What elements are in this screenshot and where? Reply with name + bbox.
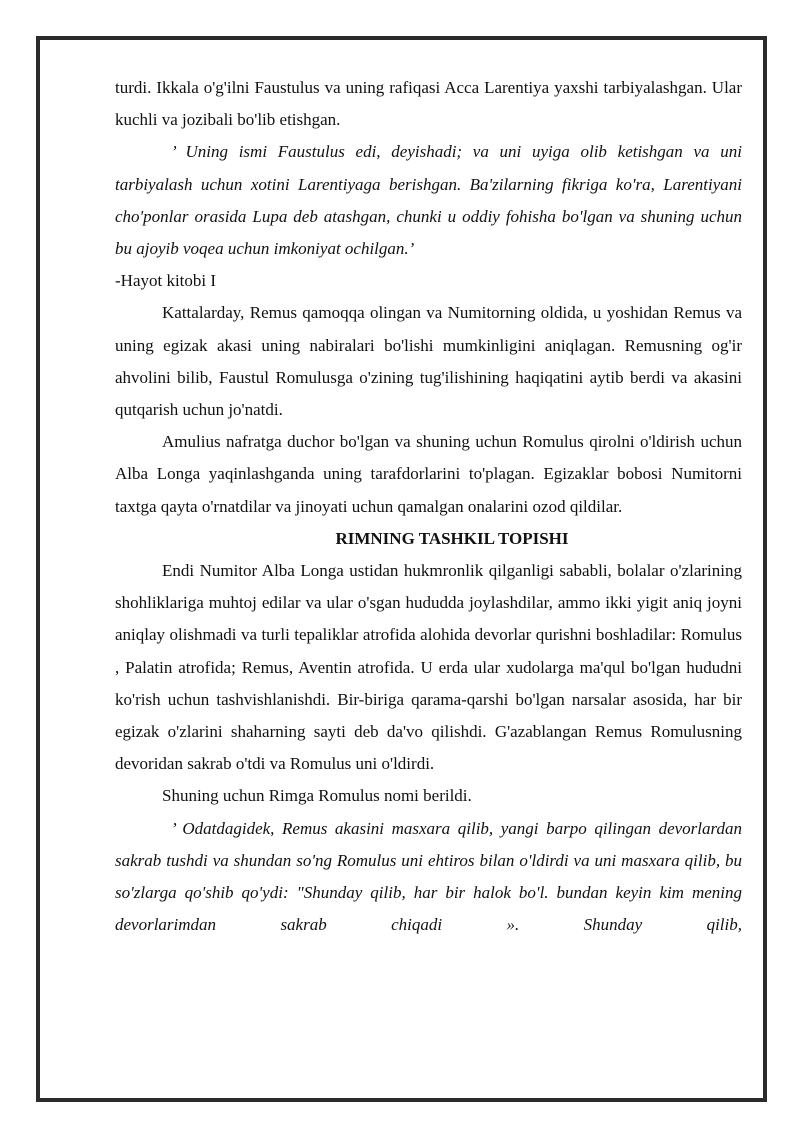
paragraph: Amulius nafratga duchor bo'lgan va shuning uchun Romulus qirolni o'ldirish uchun Alba Longa yaqinlashganda uning tarafdorlarini to'plagan. Egizaklar bobosi Numitorni taxtga qayta o'rnatdilar va jinoyati uchun qamalgan onalarini ozod qildilar. — [115, 432, 742, 516]
paragraph-continuation: turdi. Ikkala o'g'ilni Faustulus va uning rafiqasi Acca Larentiya yaxshi tarbiyalashgan. Ular kuchli va jozibali bo'lib etishgan. — [115, 78, 742, 130]
block-quote: ’ Uning ismi Faustulus edi, deyishadi; va uni uyiga olib ketishgan va uni tarbiyalash uchun xotini Larentiyaga berishgan. Ba'zilarning fikriga ko'ra, Larentiyani cho'ponlar orasida Lupa deb atashgan, chunki u oddiy fohisha bo'lgan va shuning uchun bu ajoyib voqea uchun imkoniyat ochilgan.’ — [115, 142, 742, 259]
quote-source: -Hayot kitobi I — [115, 271, 217, 291]
paragraph: Kattalarday, Remus qamoqqa olingan va Numitorning oldida, u yoshidan Remus va uning egizak akasi uning nabiralari bo'lishi mumkinligini aniqlagan. Remusning og'ir ahvolini bilib, Faustul Romulusga o'zining tug'ilishining haqiqatini aytib berdi va akasini qutqarish uchun jo'natdi. — [115, 303, 742, 420]
paragraph: Endi Numitor Alba Longa ustidan hukmronlik qilganligi sababli, bolalar o'zlarining shohliklariga muhtoj edilar va ular o'sgan hududda joylashdilar, ammo ikki yigit aniq joyni aniqlay olishmadi va turli tepaliklar atrofida alohida devorlar qurishni boshladilar: Romulus , Palatin atrofida; Remus, Aventin atrofida. U erda ular xudolarga ma'qul bo'lgan hududni ko'rish uchun tashvishlanishdi. Bir-biriga qarama-qarshi bo'lgan narsalar asosida, har bir egizak o'zlarini shaharning sayti deb da'vo qilishdi. G'azablangan Remus Romulusning devoridan sakrab o'tdi va Romulus uni o'ldirdi. — [115, 561, 742, 774]
section-heading: RIMNING TASHKIL TOPISHI — [335, 528, 569, 548]
paragraph: Shuning uchun Rimga Romulus nomi berildi. — [162, 786, 472, 806]
document-body — [115, 72, 742, 941]
block-quote: ’ Odatdagidek, Remus akasini masxara qilib, yangi barpo qilingan devorlardan sakrab tushdi va shundan so'ng Romulus uni ehtiros bilan o'ldirdi va uni masxara qilib, bu so'zlarga qo'shib qo'ydi: "Shunday qilib, har bir halok bo'l. bundan keyin kim mening devorlarimdan sakrab chiqadi ». Shunday qilib, — [115, 818, 742, 935]
